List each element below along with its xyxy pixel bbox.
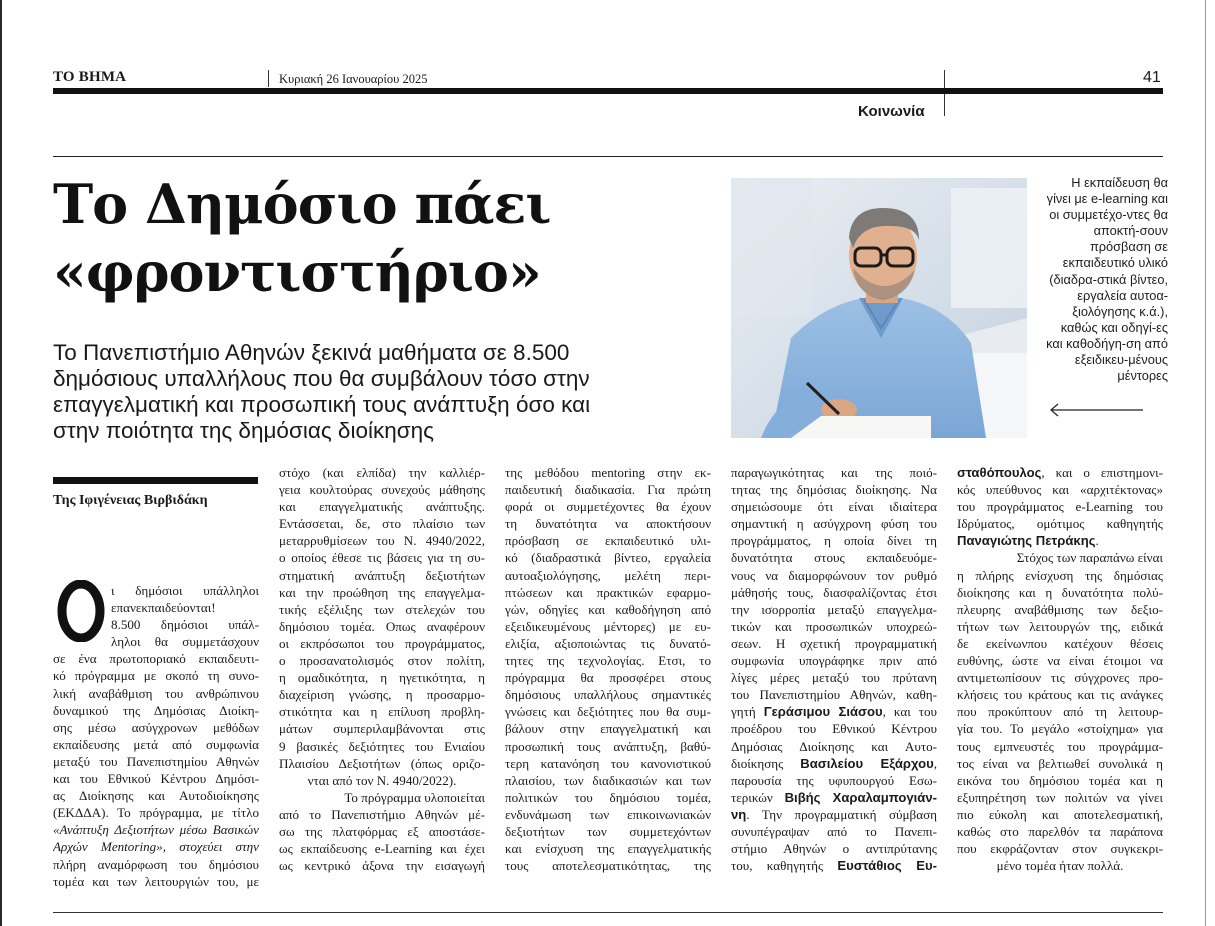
text-line: λίγες μέρες μεταξύ του πρύτανη bbox=[731, 670, 937, 686]
text-run: . bbox=[1095, 533, 1099, 549]
text-line: τητες της τεχνολογίας. Ετσι, το bbox=[505, 653, 711, 669]
headline bbox=[53, 170, 713, 306]
text-line: ως εκπαίδευσης e-Learning και έχει bbox=[279, 841, 485, 857]
text-line: ληλοι θα συμμετάσχουν bbox=[111, 634, 259, 650]
text-line: Ιδρύματος, ομότιμος καθηγητής bbox=[957, 516, 1163, 532]
text-line: στικότητα και η επίλυση προβλη- bbox=[279, 704, 485, 720]
text-line: Πλαισίου Δεξιοτήτων (όπως οριζο- bbox=[279, 755, 485, 771]
text-line: ο προσανατολισμός στον πολίτη, bbox=[279, 653, 485, 669]
body-column-1 bbox=[53, 582, 259, 890]
text-line: ενδυνάμωση των επικοινωνιακών bbox=[505, 806, 711, 822]
text-line: από το Πανεπιστήμιο Αθηνών μέ- bbox=[279, 806, 485, 822]
text-line: σης μέσω ασύγχρονων μεθόδων bbox=[53, 719, 259, 735]
text-line: που προκύπτουν από τη λειτουρ- bbox=[957, 704, 1163, 720]
text-line bbox=[731, 755, 937, 772]
text-line: Στόχος των παραπάνω είναι bbox=[1016, 550, 1163, 566]
text-line: πρόγραμμα θα προσφέρει στους bbox=[505, 670, 711, 686]
text-line bbox=[53, 821, 259, 838]
text-line: μεταρρυθμίσεων του Ν. 4940/2022, bbox=[279, 533, 485, 549]
text-line: δε εκείνωνπου κατέχουν θέσεις bbox=[957, 635, 1163, 651]
text-line: πλήρη αναμόρφωση του δημόσιου bbox=[53, 856, 259, 872]
text-line: σεων. Η σχετική προγραμματική bbox=[731, 635, 937, 651]
text-line: προγράμματος, η οποία δίνει τη bbox=[731, 533, 937, 549]
text-line: παιδευτική διαδικασία. Για πρώτη bbox=[505, 482, 711, 498]
text-line bbox=[731, 806, 937, 823]
page-edge-right bbox=[1205, 0, 1206, 926]
dek: Το Πανεπιστήμιο Αθηνών ξεκινά μαθήματα σε 8.500 δημόσιους υπαλλήλους που θα συμβάλουν τόσο στην επαγγελματική και προσωπική τους ανάπτυξη όσο και στην ποιότητα της δημόσιας διοίκησης bbox=[53, 340, 591, 443]
text-line: γνώσεις και δεξιότητες που θα συμ- bbox=[505, 704, 711, 720]
byline-bar bbox=[53, 477, 258, 484]
text-line: κό (διαδραστικά βίντεο, εργαλεία bbox=[505, 550, 711, 566]
text-line: σω της πλατφόρμας εξ αποστάσε- bbox=[279, 823, 485, 839]
text-line: πτώσεων και πρακτικών εφαρμο- bbox=[505, 584, 711, 600]
body-column-4 bbox=[731, 464, 937, 874]
person-name: Βιβής Χαραλαμπογιάν- bbox=[784, 789, 937, 805]
text-line: σε ένα πρωτοποριακό εκπαιδευτι- bbox=[53, 651, 259, 667]
text-line: βάλουν στην επαγγελματική και bbox=[505, 721, 711, 737]
body-column-3 bbox=[505, 464, 711, 874]
text-line: Εντάσσεται, δε, στο πλαίσιο των bbox=[279, 516, 485, 532]
article-photo bbox=[731, 178, 1027, 438]
text-line: ως κεντρικό άξονα την εισαγωγή bbox=[279, 858, 485, 874]
page-number: 41 bbox=[1143, 69, 1161, 86]
text-line: του Πανεπιστημίου Αθηνών, καθη- bbox=[731, 687, 937, 703]
photo-caption: Η εκπαίδευση θα γίνει με e-learning και οι συμμετέχο-ντες θα αποκτή-σουν πρόσβαση σε εκπαιδευτικό υλικό (διαδρα-στικά βίντεο, εργαλεία αυτοα-ξιολόγησης κ.ά.), καθώς και οδηγί-ες και καθοδήγη-ση από εξειδικευ-μένους μέντορες bbox=[1046, 175, 1168, 384]
text-line: εικόνα του δημόσιου τομέα και η bbox=[957, 772, 1163, 788]
text-line: προέδρου του Εθνικού Κέντρου bbox=[731, 721, 937, 737]
text-line: σημαντική η ασύγχρονη φύση του bbox=[731, 516, 937, 532]
header-bar bbox=[53, 88, 1163, 94]
text-line: μεταξύ του Πανεπιστημίου Αθηνών bbox=[53, 753, 259, 769]
left-arrow-icon bbox=[1049, 402, 1145, 418]
headline-line: «φροντιστήριο» bbox=[53, 240, 541, 304]
text-line: πρόσβαση σε εκπαιδευτικό υλι- bbox=[505, 533, 711, 549]
text-line: λική αναβάθμιση του ανθρώπινου bbox=[53, 685, 259, 701]
text-line: 8.500 δημόσιοι υπάλ- bbox=[111, 617, 259, 633]
header-divider bbox=[268, 70, 269, 87]
body-column-5 bbox=[957, 464, 1163, 874]
text-line: τερη κατανόηση του κανονιστικού bbox=[505, 755, 711, 771]
text-line: αντιμετωπίσουν τις σύγχρονες προ- bbox=[957, 670, 1163, 686]
man-writing-illustration bbox=[731, 178, 1027, 438]
text-line: διαχείριση γνώσης, η προσαρμο- bbox=[279, 687, 485, 703]
text-line: παραγωγικότητας και της ποιό- bbox=[731, 465, 937, 480]
text-line: και του Εθνικού Κέντρου Δημόσι- bbox=[53, 771, 259, 787]
text-line: και ενίσχυση της επαγγελματικής bbox=[505, 841, 711, 857]
text-line: τομέα και των λειτουργιών του, με bbox=[53, 873, 259, 889]
text-line bbox=[731, 789, 937, 806]
text-run: του, καθηγητής bbox=[731, 858, 838, 874]
text-line: στηματική ανάπτυξη δεξιοτήτων bbox=[279, 567, 485, 583]
text-line: δεξιοτήτων των συμμετεχόντων bbox=[505, 823, 711, 839]
text-line bbox=[957, 532, 1163, 549]
text-line: οι εκπρόσωποι του προγράμματος, bbox=[279, 635, 485, 651]
section-label: Κοινωνία bbox=[858, 103, 925, 120]
text-line: κό πρόγραμμα με σκοπό τη συνο- bbox=[53, 668, 259, 684]
issue-date: Κυριακή 26 Ιανουαρίου 2025 bbox=[279, 72, 428, 86]
text-run: , και του bbox=[882, 704, 937, 720]
text-line bbox=[731, 857, 937, 874]
text-line: αυτοαξιολόγησης, μελέτη περι- bbox=[505, 567, 711, 583]
text-line: εκπαίδευσης μετά από συμφωνία bbox=[53, 736, 259, 752]
text-line: ευθύνης, ώστε να είναι έτοιμοι να bbox=[957, 653, 1163, 669]
text-line: και την προώθηση της επαγγελμα- bbox=[279, 584, 485, 600]
text-line: συμφωνία υπογράφηκε πριν από bbox=[731, 653, 937, 669]
headline-line: Το Δημόσιο πάει bbox=[53, 172, 551, 236]
text-line: νται από τον Ν. 4940/2022). bbox=[307, 772, 457, 788]
footer-rule bbox=[53, 912, 1163, 913]
text-line: στόχο (και ελπίδα) την καλλιέρ- bbox=[279, 465, 485, 480]
text-line: ας Διοίκησης και Αυτοδιοίκησης bbox=[53, 788, 259, 804]
text-line: πλαισίου, των διαδικασιών και των bbox=[505, 772, 711, 788]
text-line: 9 βασικές δεξιότητες του Ενιαίου bbox=[279, 738, 485, 754]
masthead: ΤΟ ΒΗΜΑ bbox=[53, 69, 127, 85]
text-line: διοίκησης και η δυνατότητα πολύ- bbox=[957, 584, 1163, 600]
text-line: εξυπηρέτηση των πολιτών να γίνει bbox=[957, 789, 1163, 805]
text-line: εξειδικευμένους μέντορες) με ευ- bbox=[505, 618, 711, 634]
text-run: , και ο επιστημονι- bbox=[1041, 465, 1163, 480]
text-line: που εκφράζονταν στον συγκεκρι- bbox=[957, 841, 1163, 857]
text-line: ο οποίος έθεσε τις βάσεις για τη συ- bbox=[279, 550, 485, 566]
text-line: και επαγγελματικής ανάπτυξης. bbox=[279, 499, 485, 515]
text-line: Δημόσιας Διοίκησης και Αυτο- bbox=[731, 738, 937, 754]
text-run: . Την προγραμματική σύμβαση bbox=[746, 806, 937, 822]
text-run: , bbox=[933, 755, 937, 771]
text-line: τους εμπνευστές του προγράμμα- bbox=[957, 738, 1163, 754]
text-line: ελιξία, αξιοποιώντας τις δυνατό- bbox=[505, 635, 711, 651]
text-run: τερικών bbox=[731, 789, 785, 805]
byline: Της Ιφιγένειας Βιρβιδάκη bbox=[53, 493, 208, 508]
text-line: νους να διαμορφώνουν τον ρυθμό bbox=[731, 567, 937, 583]
body-column-2 bbox=[279, 464, 485, 874]
text-line: τικών και προσωπικών υποχρεώ- bbox=[731, 618, 937, 634]
text-line: η πλήρης ενίσχυση της δημόσιας bbox=[957, 567, 1163, 583]
person-name: νη bbox=[731, 806, 747, 822]
text-line: μάθησής τους, διασφαλίζοντας έτσι bbox=[731, 584, 937, 600]
header-rule bbox=[53, 156, 1163, 157]
text-line: τους αποτελεσματικότητας, της bbox=[505, 858, 711, 874]
text-line bbox=[53, 838, 259, 855]
text-line: κλήσεις του κράτους και τις ανάγκες bbox=[957, 687, 1163, 703]
text-line: δημόσιου τομέα. Οπως αναφέρουν bbox=[279, 618, 485, 634]
text-line: πολιτικών του δημόσιου τομέα, bbox=[505, 789, 711, 805]
person-name: Παναγιώτης Πετράκης bbox=[957, 533, 1096, 549]
text-line: τητας της δημόσιας διοίκησης. Να bbox=[731, 482, 937, 498]
text-line: γών, οδηγίες και καθοδήγηση από bbox=[505, 601, 711, 617]
text-line: πιο εύκολη και αποτελεσματική, bbox=[957, 806, 1163, 822]
text-line: η ομαδικότητα, η ηγετικότητα, η bbox=[279, 670, 485, 686]
text-line: προσωπική τους ανάπτυξη, βαθύ- bbox=[505, 738, 711, 754]
person-name: Γεράσιμου Σιάσου bbox=[763, 704, 883, 720]
text-line: της μεθόδου mentoring στην εκ- bbox=[505, 465, 711, 480]
text-line: του προγράμματος e-Learning του bbox=[957, 499, 1163, 515]
text-line: μάτων συμπεριλαμβάνονται στις bbox=[279, 721, 485, 737]
text-run: διοίκησης bbox=[731, 755, 801, 771]
text-line bbox=[957, 464, 1163, 481]
program-title: Αρχών Mentoring», στοχεύει στην bbox=[53, 839, 259, 855]
text-line: Το πρόγραμμα υλοποιείται bbox=[344, 789, 485, 805]
text-line bbox=[731, 703, 937, 720]
text-line: επανεκπαιδεύονται! bbox=[111, 600, 216, 616]
text-line: μένο τομέα ήταν πολλά. bbox=[996, 858, 1124, 874]
text-line: τη δυνατότητα να αποκτήσουν bbox=[505, 516, 711, 532]
text-line: τος είναι να βελτιωθεί συνολικά η bbox=[957, 755, 1163, 771]
person-name: Βασιλείου Εξάρχου bbox=[800, 755, 934, 771]
text-line: (ΕΚΔΔΑ). Το πρόγραμμα, με τίτλο bbox=[53, 805, 259, 821]
text-line: τικής εξέλιξης των στελεχών του bbox=[279, 601, 485, 617]
text-line: δυναμικού της Δημόσιας Διοίκη- bbox=[53, 702, 259, 718]
text-line: την ισορροπία μεταξύ επαγγελμα- bbox=[731, 601, 937, 617]
text-line: παρουσία της υφυπουργού Εσω- bbox=[731, 772, 937, 788]
person-name: Ευστάθιος Ευ- bbox=[837, 858, 937, 874]
text-line: σημειώσουμε ότι είναι ιδιαίτερα bbox=[731, 499, 937, 515]
text-run: γητή bbox=[731, 704, 764, 720]
text-line: καθώς στο παρελθόν τα παράπονα bbox=[957, 823, 1163, 839]
text-line: ι δημόσιοι υπάλληλοι bbox=[111, 583, 259, 598]
text-line: κός υπεύθυνος και «αρχιτέκτονας» bbox=[957, 482, 1163, 498]
text-line: δυνατότητα στους εκπαιδευόμε- bbox=[731, 550, 937, 566]
text-line: συνυπέγραψαν από το Πανεπι- bbox=[731, 823, 937, 839]
text-line: φορά οι συμμετέχοντες θα έχουν bbox=[505, 499, 711, 515]
text-line: δημόσιους υπαλλήλους σημαντικές bbox=[505, 687, 711, 703]
page-edge-left bbox=[0, 0, 2, 926]
person-name: σταθόπουλος bbox=[957, 465, 1042, 480]
text-line: στήμιο Αθηνών ο αντιπρύτανης bbox=[731, 841, 937, 857]
program-title: «Ανάπτυξη Δεξιοτήτων μέσω Βασικών bbox=[53, 822, 259, 838]
text-line: πλευρης αναβάθμισης των δεξιο- bbox=[957, 601, 1163, 617]
text-line: γεια κουλτούρας συνεχούς μάθησης bbox=[279, 482, 485, 498]
text-line: τήτων των λειτουργών της, ειδικά bbox=[957, 618, 1163, 634]
text-line: γία του. Το μεγάλο «στοίχημα» για bbox=[957, 721, 1163, 737]
